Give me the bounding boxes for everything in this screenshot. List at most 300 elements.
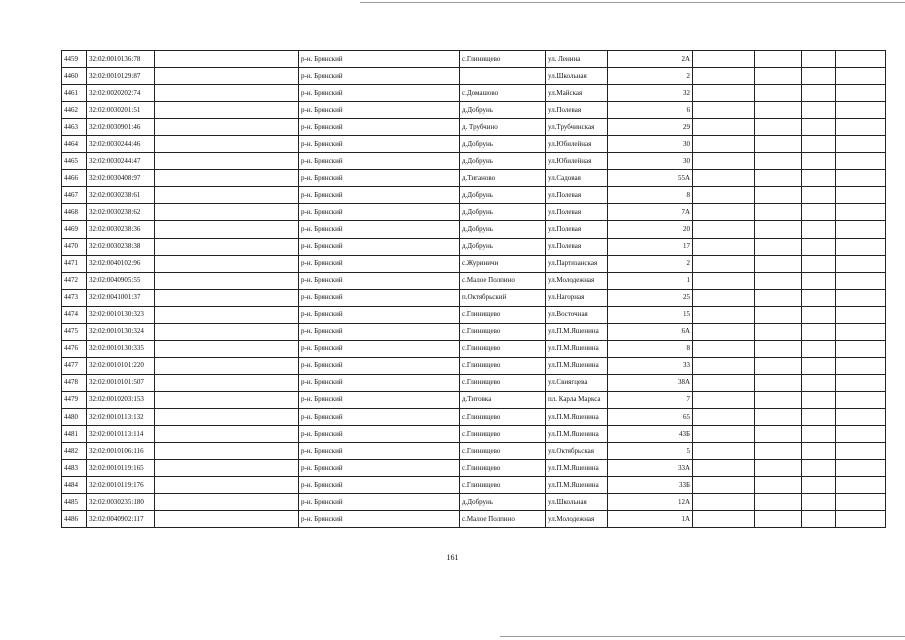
empty-cell — [693, 340, 755, 357]
empty-cell — [836, 51, 886, 68]
district: р-н. Брянский — [299, 136, 460, 153]
cadastral-number: 32:02:0030238:38 — [87, 238, 155, 255]
empty-cell — [693, 68, 755, 85]
empty-cell — [693, 357, 755, 374]
empty-cell — [836, 391, 886, 408]
cadastral-number: 32:02:0030201:51 — [87, 102, 155, 119]
settlement: д.Титовка — [460, 391, 546, 408]
empty-cell — [836, 221, 886, 238]
empty-cell — [836, 204, 886, 221]
cadastral-number: 32:02:0030238:61 — [87, 187, 155, 204]
district: р-н. Брянский — [299, 102, 460, 119]
table-row — [62, 323, 886, 340]
empty-cell — [802, 443, 836, 460]
table-row — [62, 272, 886, 289]
empty-cell — [802, 323, 836, 340]
empty-cell — [802, 102, 836, 119]
empty-cell — [802, 204, 836, 221]
empty-cell — [693, 494, 755, 511]
settlement: д. Трубчино — [460, 119, 546, 136]
table-row — [62, 374, 886, 391]
scan-edge-bottom — [500, 636, 905, 637]
empty-cell — [693, 102, 755, 119]
house-number: 12А — [608, 494, 693, 511]
table-row — [62, 357, 886, 374]
district: р-н. Брянский — [299, 323, 460, 340]
empty-cell — [836, 357, 886, 374]
settlement: с.Малое Полпино — [460, 272, 546, 289]
settlement: д.Добрунь — [460, 221, 546, 238]
street: ул.Полевая — [546, 187, 608, 204]
cadastral-number: 32:02:0010129:87 — [87, 68, 155, 85]
empty-cell — [836, 102, 886, 119]
empty-cell — [755, 443, 802, 460]
district: р-н. Брянский — [299, 204, 460, 221]
empty-cell — [802, 153, 836, 170]
district: р-н. Брянский — [299, 443, 460, 460]
district: р-н. Брянский — [299, 357, 460, 374]
empty-cell — [693, 255, 755, 272]
empty-cell — [693, 391, 755, 408]
settlement: с.Журиничи — [460, 255, 546, 272]
empty-cell — [693, 460, 755, 477]
table-row — [62, 136, 886, 153]
district: р-н. Брянский — [299, 511, 460, 528]
empty-cell — [802, 426, 836, 443]
empty-cell — [836, 170, 886, 187]
table-row — [62, 494, 886, 511]
empty-cell — [693, 374, 755, 391]
house-number: 20 — [608, 221, 693, 238]
row-number: 4472 — [62, 272, 87, 289]
street: ул.П.М.Яшенина — [546, 340, 608, 357]
street: ул.П.М.Яшенина — [546, 357, 608, 374]
settlement: с.Малое Полпино — [460, 511, 546, 528]
empty-cell — [802, 494, 836, 511]
table-row — [62, 306, 886, 323]
empty-cell — [755, 255, 802, 272]
table-row — [62, 187, 886, 204]
row-number: 4474 — [62, 306, 87, 323]
row-number: 4467 — [62, 187, 87, 204]
cadastral-number: 32:02:0041001:37 — [87, 289, 155, 306]
empty-cell — [836, 340, 886, 357]
empty-cell — [755, 511, 802, 528]
row-number: 4469 — [62, 221, 87, 238]
house-number: 1 — [608, 272, 693, 289]
street: ул.Полевая — [546, 102, 608, 119]
street: ул.П.М.Яшенина — [546, 477, 608, 494]
row-number: 4468 — [62, 204, 87, 221]
house-number: 29 — [608, 119, 693, 136]
empty-cell — [836, 85, 886, 102]
empty-cell — [836, 323, 886, 340]
table-row — [62, 68, 886, 85]
house-number: 38А — [608, 374, 693, 391]
table-row — [62, 119, 886, 136]
table-row — [62, 289, 886, 306]
empty-cell — [802, 136, 836, 153]
empty-cell — [802, 119, 836, 136]
district: р-н. Брянский — [299, 408, 460, 425]
house-number: 7 — [608, 391, 693, 408]
house-number: 65 — [608, 408, 693, 425]
settlement: д.Добрунь — [460, 136, 546, 153]
empty-cell — [755, 272, 802, 289]
empty-cell — [693, 306, 755, 323]
empty-cell — [155, 323, 299, 340]
empty-cell — [155, 204, 299, 221]
empty-cell — [802, 340, 836, 357]
empty-cell — [155, 289, 299, 306]
empty-cell — [802, 306, 836, 323]
district: р-н. Брянский — [299, 51, 460, 68]
settlement: д.Добрунь — [460, 187, 546, 204]
empty-cell — [755, 119, 802, 136]
row-number: 4473 — [62, 289, 87, 306]
empty-cell — [755, 460, 802, 477]
house-number: 33Б — [608, 477, 693, 494]
table-row — [62, 221, 886, 238]
cadastral-number: 32:02:0010119:165 — [87, 460, 155, 477]
street: ул.Свиягцева — [546, 374, 608, 391]
table-row — [62, 51, 886, 68]
row-number: 4482 — [62, 443, 87, 460]
empty-cell — [836, 272, 886, 289]
empty-cell — [155, 426, 299, 443]
table-row — [62, 204, 886, 221]
settlement: с.Домашово — [460, 85, 546, 102]
house-number: 17 — [608, 238, 693, 255]
cadastral-number: 32:02:0030408:97 — [87, 170, 155, 187]
empty-cell — [155, 136, 299, 153]
settlement: д.Добрунь — [460, 102, 546, 119]
empty-cell — [755, 374, 802, 391]
row-number: 4479 — [62, 391, 87, 408]
empty-cell — [755, 477, 802, 494]
settlement: с.Глинищево — [460, 408, 546, 425]
empty-cell — [802, 68, 836, 85]
table-row — [62, 238, 886, 255]
empty-cell — [155, 494, 299, 511]
street: ул.Партизанская — [546, 255, 608, 272]
street: ул.Молодежная — [546, 511, 608, 528]
empty-cell — [836, 443, 886, 460]
empty-cell — [836, 255, 886, 272]
empty-cell — [693, 408, 755, 425]
empty-cell — [802, 170, 836, 187]
empty-cell — [155, 340, 299, 357]
district: р-н. Брянский — [299, 494, 460, 511]
empty-cell — [755, 408, 802, 425]
street: ул.П.М.Яшенина — [546, 408, 608, 425]
house-number: 33А — [608, 460, 693, 477]
cadastral-number: 32:02:0040905:55 — [87, 272, 155, 289]
empty-cell — [755, 136, 802, 153]
settlement: с.Глинищево — [460, 323, 546, 340]
settlement — [460, 68, 546, 85]
cadastral-number: 32:02:0010106:116 — [87, 443, 155, 460]
empty-cell — [755, 187, 802, 204]
district: р-н. Брянский — [299, 426, 460, 443]
house-number: 33 — [608, 357, 693, 374]
empty-cell — [155, 153, 299, 170]
empty-cell — [836, 511, 886, 528]
cadastral-number: 32:02:0030244:47 — [87, 153, 155, 170]
table-row — [62, 340, 886, 357]
empty-cell — [155, 221, 299, 238]
empty-cell — [802, 187, 836, 204]
street: ул.Садовая — [546, 170, 608, 187]
settlement: с.Глинищево — [460, 374, 546, 391]
property-registry-table — [61, 50, 886, 528]
row-number: 4478 — [62, 374, 87, 391]
empty-cell — [836, 153, 886, 170]
cadastral-number: 32:02:0010101:220 — [87, 357, 155, 374]
empty-cell — [802, 272, 836, 289]
row-number: 4475 — [62, 323, 87, 340]
empty-cell — [755, 391, 802, 408]
row-number: 4483 — [62, 460, 87, 477]
house-number: 6А — [608, 323, 693, 340]
district: р-н. Брянский — [299, 153, 460, 170]
empty-cell — [155, 511, 299, 528]
empty-cell — [802, 511, 836, 528]
street: ул.Школьная — [546, 68, 608, 85]
cadastral-number: 32:02:0030901:46 — [87, 119, 155, 136]
empty-cell — [836, 136, 886, 153]
empty-cell — [693, 51, 755, 68]
house-number: 7А — [608, 204, 693, 221]
row-number: 4471 — [62, 255, 87, 272]
empty-cell — [155, 460, 299, 477]
empty-cell — [155, 51, 299, 68]
cadastral-number: 32:02:0030235:180 — [87, 494, 155, 511]
table-row — [62, 408, 886, 425]
cadastral-number: 32:02:0010130:335 — [87, 340, 155, 357]
empty-cell — [755, 306, 802, 323]
table-row — [62, 426, 886, 443]
row-number: 4463 — [62, 119, 87, 136]
empty-cell — [755, 85, 802, 102]
street: ул.Майская — [546, 85, 608, 102]
district: р-н. Брянский — [299, 170, 460, 187]
street: ул.Полевая — [546, 238, 608, 255]
settlement: д.Добрунь — [460, 238, 546, 255]
row-number: 4481 — [62, 426, 87, 443]
row-number: 4485 — [62, 494, 87, 511]
scan-edge-top — [360, 2, 905, 3]
street: ул.Полевая — [546, 204, 608, 221]
empty-cell — [155, 119, 299, 136]
row-number: 4459 — [62, 51, 87, 68]
cadastral-number: 32:02:0010203:153 — [87, 391, 155, 408]
empty-cell — [155, 255, 299, 272]
cadastral-number: 32:02:0010130:323 — [87, 306, 155, 323]
empty-cell — [802, 357, 836, 374]
street: ул.Нагорная — [546, 289, 608, 306]
house-number: 30 — [608, 153, 693, 170]
row-number: 4465 — [62, 153, 87, 170]
empty-cell — [755, 204, 802, 221]
house-number: 43Б — [608, 426, 693, 443]
empty-cell — [693, 323, 755, 340]
empty-cell — [755, 426, 802, 443]
settlement: п.Октябрьский — [460, 289, 546, 306]
empty-cell — [755, 289, 802, 306]
street: пл. Карла Маркса — [546, 391, 608, 408]
empty-cell — [836, 460, 886, 477]
settlement: с.Глинищево — [460, 460, 546, 477]
street: ул.Полевая — [546, 221, 608, 238]
empty-cell — [836, 306, 886, 323]
row-number: 4477 — [62, 357, 87, 374]
empty-cell — [755, 51, 802, 68]
row-number: 4464 — [62, 136, 87, 153]
street: ул.Школьная — [546, 494, 608, 511]
street: ул.Юбилейная — [546, 153, 608, 170]
house-number: 1А — [608, 511, 693, 528]
settlement: д.Добрунь — [460, 204, 546, 221]
cadastral-number: 32:02:0030238:62 — [87, 204, 155, 221]
empty-cell — [836, 187, 886, 204]
empty-cell — [802, 408, 836, 425]
empty-cell — [693, 272, 755, 289]
settlement: д.Добрунь — [460, 153, 546, 170]
settlement: с.Глинищево — [460, 477, 546, 494]
street: ул.Юбилейная — [546, 136, 608, 153]
district: р-н. Брянский — [299, 340, 460, 357]
empty-cell — [802, 221, 836, 238]
district: р-н. Брянский — [299, 289, 460, 306]
empty-cell — [155, 187, 299, 204]
cadastral-number: 32:02:0010113:114 — [87, 426, 155, 443]
empty-cell — [693, 153, 755, 170]
row-number: 4484 — [62, 477, 87, 494]
cadastral-number: 32:02:0030238:36 — [87, 221, 155, 238]
district: р-н. Брянский — [299, 306, 460, 323]
empty-cell — [755, 102, 802, 119]
row-number: 4476 — [62, 340, 87, 357]
house-number: 5 — [608, 443, 693, 460]
empty-cell — [693, 136, 755, 153]
table-row — [62, 85, 886, 102]
empty-cell — [836, 289, 886, 306]
cadastral-number: 32:02:0010136:78 — [87, 51, 155, 68]
cadastral-number: 32:02:0010101:507 — [87, 374, 155, 391]
empty-cell — [755, 170, 802, 187]
empty-cell — [802, 238, 836, 255]
empty-cell — [693, 477, 755, 494]
district: р-н. Брянский — [299, 68, 460, 85]
street: ул.Молодежная — [546, 272, 608, 289]
empty-cell — [836, 494, 886, 511]
district: р-н. Брянский — [299, 221, 460, 238]
empty-cell — [155, 102, 299, 119]
empty-cell — [836, 119, 886, 136]
table-row — [62, 102, 886, 119]
empty-cell — [693, 443, 755, 460]
row-number: 4470 — [62, 238, 87, 255]
empty-cell — [155, 477, 299, 494]
street: ул.П.М.Яшенина — [546, 323, 608, 340]
cadastral-number: 32:02:0040902:117 — [87, 511, 155, 528]
empty-cell — [693, 221, 755, 238]
empty-cell — [802, 477, 836, 494]
row-number: 4466 — [62, 170, 87, 187]
district: р-н. Брянский — [299, 391, 460, 408]
empty-cell — [155, 68, 299, 85]
empty-cell — [802, 374, 836, 391]
empty-cell — [155, 374, 299, 391]
table-row — [62, 511, 886, 528]
empty-cell — [802, 255, 836, 272]
table-row — [62, 460, 886, 477]
street: ул.Восточная — [546, 306, 608, 323]
district: р-н. Брянский — [299, 272, 460, 289]
empty-cell — [836, 408, 886, 425]
empty-cell — [755, 494, 802, 511]
row-number: 4462 — [62, 102, 87, 119]
empty-cell — [755, 340, 802, 357]
settlement: с.Глинищево — [460, 51, 546, 68]
empty-cell — [802, 391, 836, 408]
settlement: д.Тиганово — [460, 170, 546, 187]
empty-cell — [693, 85, 755, 102]
settlement: с.Глинищево — [460, 306, 546, 323]
house-number: 6 — [608, 102, 693, 119]
street: ул.П.М.Яшенина — [546, 460, 608, 477]
district: р-н. Брянский — [299, 460, 460, 477]
row-number: 4460 — [62, 68, 87, 85]
empty-cell — [755, 238, 802, 255]
cadastral-number: 32:02:0010130:324 — [87, 323, 155, 340]
empty-cell — [836, 68, 886, 85]
table-row — [62, 255, 886, 272]
street: ул.П.М.Яшенина — [546, 426, 608, 443]
table-row — [62, 170, 886, 187]
house-number: 30 — [608, 136, 693, 153]
row-number: 4461 — [62, 85, 87, 102]
house-number: 25 — [608, 289, 693, 306]
empty-cell — [693, 170, 755, 187]
district: р-н. Брянский — [299, 85, 460, 102]
house-number: 8 — [608, 187, 693, 204]
empty-cell — [155, 357, 299, 374]
empty-cell — [693, 289, 755, 306]
house-number: 8 — [608, 340, 693, 357]
row-number: 4486 — [62, 511, 87, 528]
house-number: 15 — [608, 306, 693, 323]
settlement: с.Глинищево — [460, 426, 546, 443]
cadastral-number: 32:02:0040102:96 — [87, 255, 155, 272]
settlement: с.Глинищево — [460, 357, 546, 374]
house-number: 2А — [608, 51, 693, 68]
empty-cell — [755, 68, 802, 85]
house-number: 32 — [608, 85, 693, 102]
district: р-н. Брянский — [299, 477, 460, 494]
empty-cell — [836, 374, 886, 391]
table-row — [62, 477, 886, 494]
empty-cell — [755, 153, 802, 170]
empty-cell — [755, 221, 802, 238]
house-number: 2 — [608, 68, 693, 85]
district: р-н. Брянский — [299, 374, 460, 391]
table-row — [62, 391, 886, 408]
street: ул.Трубчинская — [546, 119, 608, 136]
empty-cell — [155, 170, 299, 187]
empty-cell — [155, 85, 299, 102]
